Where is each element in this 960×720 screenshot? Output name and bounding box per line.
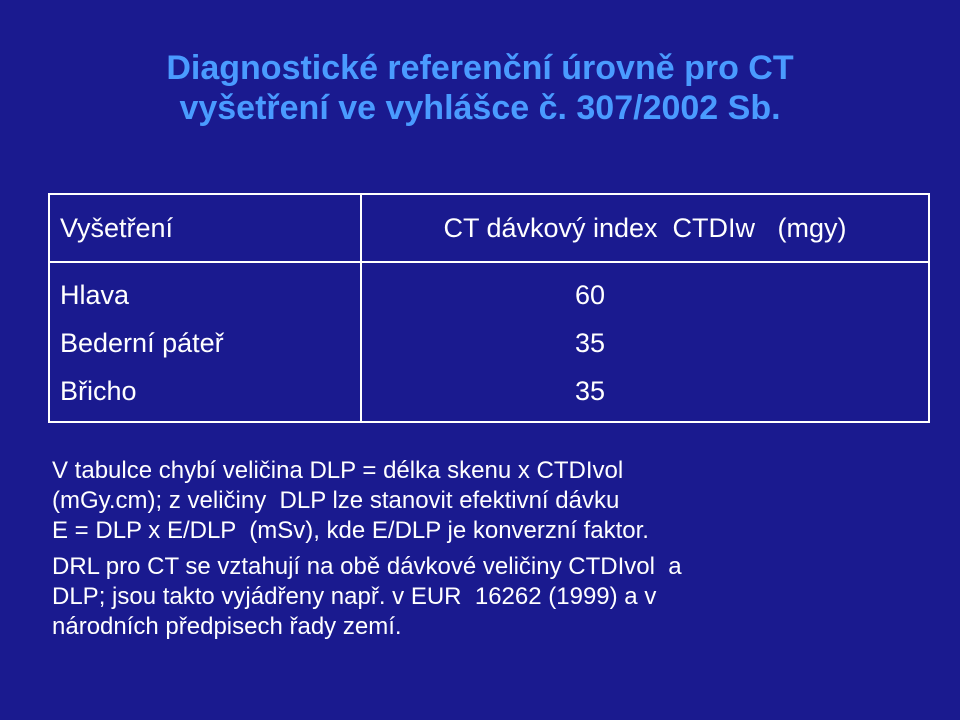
dose-reference-table [48,193,930,423]
table-row [49,262,929,319]
note-drl [52,552,932,642]
title-line-1: Diagnostické referenční úrovně pro CT [166,49,794,87]
table-row [49,319,929,367]
note-line: DRL pro CT se vztahují na obě dávkové veličiny CTDIvol a [52,553,682,580]
header-exam: Vyšetření [49,194,361,262]
row-exam: Břicho [49,367,361,422]
note-line: (mGy.cm); z veličiny DLP lze stanovit efektivní dávku [52,487,620,514]
note-line: V tabulce chybí veličina DLP = délka skenu x CTDIvol [52,457,624,484]
row-value: 35 [361,319,929,367]
slide-title [0,48,960,128]
row-exam: Hlava [49,262,361,319]
row-value: 60 [361,262,929,319]
note-line: E = DLP x E/DLP (mSv), kde E/DLP je konverzní faktor. [52,517,649,544]
table-row [49,367,929,422]
title-line-2: vyšetření ve vyhlášce č. 307/2002 Sb. [179,89,781,127]
row-exam: Bederní páteř [49,319,361,367]
row-value: 35 [361,367,929,422]
notes [52,456,932,642]
note-line: národních předpisech řady zemí. [52,613,402,640]
table-header-row [49,194,929,262]
note-dlp [52,456,932,546]
note-line: DLP; jsou takto vyjádřeny např. v EUR 16262 (1999) a v [52,583,657,610]
header-ctdi: CT dávkový index CTDIw (mgy) [361,194,929,262]
